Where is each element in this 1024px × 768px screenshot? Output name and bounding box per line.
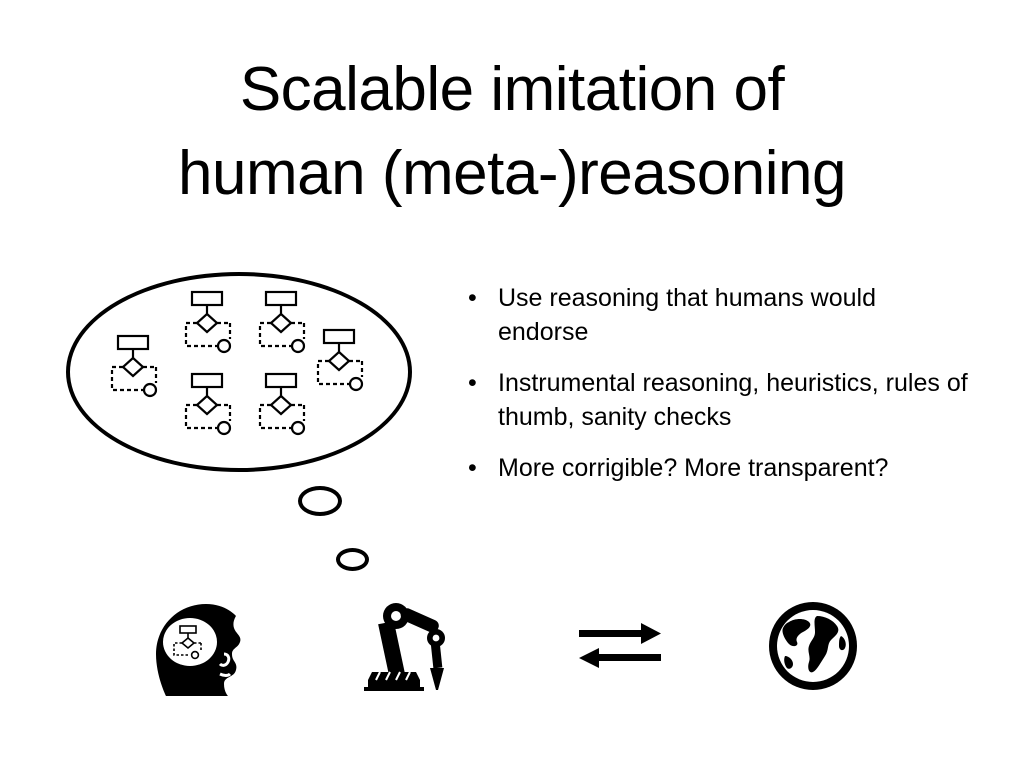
page-title (0, 48, 1024, 215)
human-head-thinking-icon (140, 592, 260, 702)
exchange-arrows-icon (565, 592, 675, 702)
bullet-text: Use reasoning that humans would endorse (498, 284, 877, 346)
icon-row (0, 592, 1024, 702)
globe-icon (755, 592, 875, 702)
thought-bubble-tail-large (298, 486, 342, 516)
bullet-list (462, 282, 972, 504)
robot-arm-icon (350, 592, 480, 702)
title-line-2: human (meta-)reasoning (178, 138, 846, 208)
bullet-text: More corrigible? More transparent? (498, 454, 889, 482)
bullet-item (462, 282, 972, 349)
flowchart-cluster (66, 272, 412, 472)
flowchart-icon (178, 290, 258, 356)
flowchart-icon (178, 372, 258, 438)
bullet-item (462, 452, 972, 486)
flowchart-icon (252, 372, 332, 438)
thought-bubble-tail-small (336, 548, 369, 571)
bullet-text: Instrumental reasoning, heuristics, rules of thumb, sanity checks (498, 369, 968, 431)
bullet-marker: • (468, 369, 477, 397)
thought-bubble (56, 264, 426, 594)
flowchart-icon (104, 334, 184, 400)
title-line-1: Scalable imitation of (239, 55, 785, 124)
bullet-marker: • (468, 454, 477, 482)
bullet-item (462, 367, 972, 434)
bullet-marker: • (468, 284, 477, 312)
